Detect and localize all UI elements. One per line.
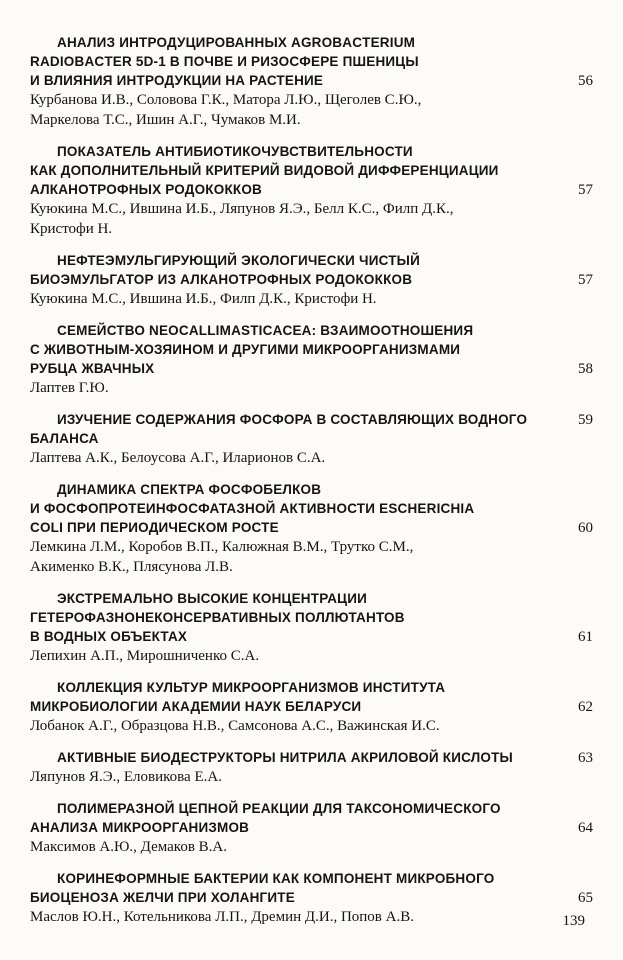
toc-title-text: РУБЦА ЖВАЧНЫХ — [30, 361, 155, 376]
toc-title-text: БАЛАНСА — [30, 431, 99, 446]
toc-entry — [30, 251, 593, 309]
toc-authors-line: Куюкина М.С., Ившина И.Б., Ляпунов Я.Э., Белл К.С., Филп Д.К., — [30, 201, 454, 217]
toc-title-text: НЕФТЕЭМУЛЬГИРУЮЩИЙ ЭКОЛОГИЧЕСКИ ЧИСТЫЙ — [57, 253, 420, 268]
toc-entry — [30, 142, 593, 239]
toc-title-line — [30, 627, 593, 646]
toc-title-line — [30, 869, 593, 888]
toc-entry — [30, 869, 593, 927]
toc-authors-line: Акименко В.К., Плясунова Л.В. — [30, 559, 233, 575]
toc-page-number: 61 — [578, 629, 593, 645]
toc-title-text: COLI ПРИ ПЕРИОДИЧЕСКОМ РОСТЕ — [30, 520, 279, 535]
toc-page-number: 59 — [578, 412, 593, 428]
toc-page-number: 56 — [578, 73, 593, 89]
toc-title-line — [30, 161, 593, 180]
toc-title-line — [30, 589, 593, 608]
toc-title-text: АНАЛИЗ ИНТРОДУЦИРОВАННЫХ AGROBACTERIUM — [57, 35, 416, 50]
toc-authors-line: Куюкина М.С., Ившина И.Б., Филп Д.К., Кристофи Н. — [30, 291, 377, 307]
footer-page-number: 139 — [562, 913, 585, 929]
toc-title-line — [30, 251, 593, 270]
toc-title-line — [30, 480, 593, 499]
toc-authors-line: Ляпунов Я.Э., Еловикова Е.А. — [30, 769, 222, 785]
toc-title-line — [30, 321, 593, 340]
toc-title-line — [30, 499, 593, 518]
toc-title-line — [30, 410, 593, 429]
toc-title-text: МИКРОБИОЛОГИИ АКАДЕМИИ НАУК БЕЛАРУСИ — [30, 699, 362, 714]
toc-authors-line: Маслов Ю.Н., Котельникова Л.П., Дремин Д.И., Попов А.В. — [30, 909, 414, 925]
toc-authors-line: Максимов А.Ю., Демаков В.А. — [30, 839, 227, 855]
toc-entry — [30, 33, 593, 130]
toc-title-text: ПОЛИМЕРАЗНОЙ ЦЕПНОЙ РЕАКЦИИ ДЛЯ ТАКСОНОМИЧЕСКОГО — [57, 801, 501, 816]
toc-authors-line: Лобанок А.Г., Образцова Н.В., Самсонова А.С., Важинская И.С. — [30, 718, 440, 734]
toc-title-text: АЛКАНОТРОФНЫХ РОДОКОККОВ — [30, 182, 262, 197]
toc-title-text: ДИНАМИКА СПЕКТРА ФОСФОБЕЛКОВ — [57, 482, 322, 497]
toc-entry — [30, 321, 593, 398]
toc-title-line — [30, 518, 593, 537]
toc-authors-line: Лаптева А.К., Белоусова А.Г., Иларионов С.А. — [30, 450, 326, 466]
toc-entry — [30, 589, 593, 666]
toc-title-line — [30, 270, 593, 289]
toc-title-line — [30, 359, 593, 378]
toc-title-text: СЕМЕЙСТВО NEOCALLIMASTICACEA: ВЗАИМООТНОШЕНИЯ — [57, 323, 474, 338]
toc-title-text: БИОЭМУЛЬГАТОР ИЗ АЛКАНОТРОФНЫХ РОДОКОККОВ — [30, 272, 413, 287]
toc-title-line — [30, 799, 593, 818]
toc-title-line — [30, 340, 593, 359]
toc-title-text: ПОКАЗАТЕЛЬ АНТИБИОТИКОЧУВСТВИТЕЛЬНОСТИ — [57, 144, 413, 159]
toc-title-text: ЭКСТРЕМАЛЬНО ВЫСОКИЕ КОНЦЕНТРАЦИИ — [57, 591, 368, 606]
toc-title-line — [30, 180, 593, 199]
toc-title-line — [30, 818, 593, 837]
toc-title-line — [30, 52, 593, 71]
toc-page-number: 57 — [578, 182, 593, 198]
toc-title-text: КАК ДОПОЛНИТЕЛЬНЫЙ КРИТЕРИЙ ВИДОВОЙ ДИФФЕРЕНЦИАЦИИ — [30, 163, 499, 178]
toc-page-number: 65 — [578, 890, 593, 906]
toc-authors-line: Кристофи Н. — [30, 221, 113, 237]
toc-entry — [30, 678, 593, 736]
toc-list — [30, 33, 593, 927]
toc-title-line — [30, 71, 593, 90]
toc-title-text: КОРИНЕФОРМНЫЕ БАКТЕРИИ КАК КОМПОНЕНТ МИКРОБНОГО — [57, 871, 495, 886]
toc-title-text: ГЕТЕРОФАЗНОНЕКОНСЕРВАТИВНЫХ ПОЛЛЮТАНТОВ — [30, 610, 405, 625]
toc-title-text: RADIOBACTER 5D-1 В ПОЧВЕ И РИЗОСФЕРЕ ПШЕНИЦЫ — [30, 54, 419, 69]
toc-title-line — [30, 608, 593, 627]
toc-page-number: 57 — [578, 272, 593, 288]
toc-entry — [30, 480, 593, 577]
toc-title-text: БИОЦЕНОЗА ЖЕЛЧИ ПРИ ХОЛАНГИТЕ — [30, 890, 295, 905]
toc-authors-line: Лемкина Л.М., Коробов В.П., Калюжная В.М., Трутко С.М., — [30, 539, 414, 555]
toc-title-text: КОЛЛЕКЦИЯ КУЛЬТУР МИКРООРГАНИЗМОВ ИНСТИТУТА — [57, 680, 446, 695]
toc-title-line — [30, 678, 593, 697]
toc-page-number: 58 — [578, 361, 593, 377]
toc-title-line — [30, 697, 593, 716]
toc-page-number: 63 — [578, 750, 593, 766]
toc-page-number: 62 — [578, 699, 593, 715]
toc-title-text: В ВОДНЫХ ОБЪЕКТАХ — [30, 629, 188, 644]
toc-authors-line: Маркелова Т.С., Ишин А.Г., Чумаков М.И. — [30, 112, 301, 128]
toc-title-text: С ЖИВОТНЫМ-ХОЗЯИНОМ И ДРУГИМИ МИКРООРГАНИЗМАМИ — [30, 342, 461, 357]
toc-entry — [30, 799, 593, 857]
toc-title-text: И ФОСФОПРОТЕИНФОСФАТАЗНОЙ АКТИВНОСТИ ESCHERICHIA — [30, 501, 475, 516]
toc-title-line — [30, 888, 593, 907]
toc-title-line — [30, 748, 593, 767]
toc-title-line — [30, 142, 593, 161]
toc-title-text: И ВЛИЯНИЯ ИНТРОДУКЦИИ НА РАСТЕНИЕ — [30, 73, 324, 88]
toc-title-line — [30, 429, 593, 448]
toc-title-text: ИЗУЧЕНИЕ СОДЕРЖАНИЯ ФОСФОРА В СОСТАВЛЯЮЩИХ ВОДНОГО — [57, 412, 528, 427]
toc-title-text: АНАЛИЗА МИКРООРГАНИЗМОВ — [30, 820, 250, 835]
toc-authors-line: Курбанова И.В., Соловова Г.К., Матора Л.Ю., Щеголев С.Ю., — [30, 92, 422, 108]
toc-page-number: 60 — [578, 520, 593, 536]
toc-entry — [30, 410, 593, 468]
toc-title-text: АКТИВНЫЕ БИОДЕСТРУКТОРЫ НИТРИЛА АКРИЛОВОЙ КИСЛОТЫ — [57, 750, 513, 765]
toc-entry — [30, 748, 593, 787]
toc-authors-line: Лаптев Г.Ю. — [30, 380, 109, 396]
toc-title-line — [30, 33, 593, 52]
toc-page-number: 64 — [578, 820, 593, 836]
toc-authors-line: Лепихин А.П., Мирошниченко С.А. — [30, 648, 260, 664]
